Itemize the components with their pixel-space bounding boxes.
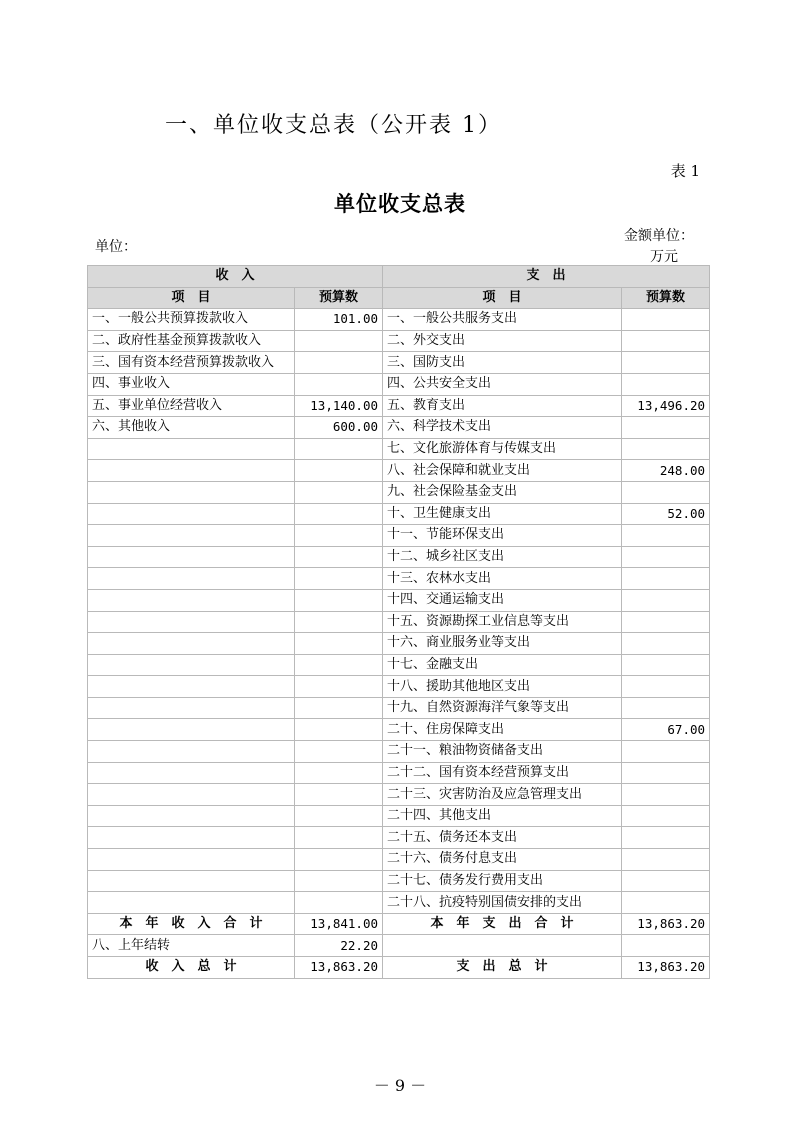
expense-budget-cell: 67.00 xyxy=(622,719,710,741)
table-row xyxy=(88,805,710,827)
expense-budget-cell xyxy=(622,309,710,331)
expense-budget-cell xyxy=(622,849,710,871)
income-item-cell: 五、事业单位经营收入 xyxy=(88,395,295,417)
income-item-cell xyxy=(88,784,295,806)
table-row xyxy=(88,546,710,568)
income-item-cell xyxy=(88,676,295,698)
table-row xyxy=(88,870,710,892)
table-row xyxy=(88,309,710,331)
income-budget-cell xyxy=(295,805,383,827)
income-budget-cell xyxy=(295,373,383,395)
expense-budget-cell xyxy=(622,589,710,611)
expense-budget-cell xyxy=(622,373,710,395)
expense-budget-header: 预算数 xyxy=(622,287,710,309)
table-row xyxy=(88,352,710,374)
year-expense-total-value: 13,863.20 xyxy=(622,913,710,935)
expense-item-cell: 三、国防支出 xyxy=(383,352,622,374)
expense-item-header: 项 目 xyxy=(383,287,622,309)
carry-over-empty xyxy=(383,935,622,957)
table-row xyxy=(88,503,710,525)
income-budget-cell xyxy=(295,870,383,892)
income-item-cell xyxy=(88,762,295,784)
expense-budget-cell xyxy=(622,870,710,892)
income-item-cell xyxy=(88,481,295,503)
income-item-cell: 二、政府性基金预算拨款收入 xyxy=(88,330,295,352)
expense-item-cell: 二十二、国有资本经营预算支出 xyxy=(383,762,622,784)
income-item-cell xyxy=(88,503,295,525)
year-total-row xyxy=(88,913,710,935)
amount-unit xyxy=(624,226,694,268)
income-item-cell: 四、事业收入 xyxy=(88,373,295,395)
grand-total-row xyxy=(88,957,710,979)
income-header: 收 入 xyxy=(88,266,383,288)
unit-label: 单位： xyxy=(95,239,137,255)
section-heading: 一、单位收支总表（公开表 1） xyxy=(165,113,502,138)
expense-item-cell: 五、教育支出 xyxy=(383,395,622,417)
table-row xyxy=(88,525,710,547)
table-row xyxy=(88,373,710,395)
table-row xyxy=(88,741,710,763)
income-budget-cell xyxy=(295,546,383,568)
table-row xyxy=(88,849,710,871)
table-body xyxy=(88,309,710,914)
expense-item-cell: 十七、金融支出 xyxy=(383,654,622,676)
table-row xyxy=(88,417,710,439)
expense-item-cell: 七、文化旅游体育与传媒支出 xyxy=(383,438,622,460)
year-expense-total-label: 本 年 支 出 合 计 xyxy=(383,913,622,935)
income-item-cell xyxy=(88,805,295,827)
table-row xyxy=(88,654,710,676)
carry-over-row xyxy=(88,935,710,957)
expense-item-cell: 二十六、债务付息支出 xyxy=(383,849,622,871)
income-budget-cell xyxy=(295,741,383,763)
income-item-cell xyxy=(88,611,295,633)
expense-budget-cell xyxy=(622,546,710,568)
expense-item-cell: 十三、农林水支出 xyxy=(383,568,622,590)
income-budget-cell: 101.00 xyxy=(295,309,383,331)
income-budget-cell xyxy=(295,676,383,698)
expense-item-cell: 十五、资源勘探工业信息等支出 xyxy=(383,611,622,633)
expense-item-cell: 二十四、其他支出 xyxy=(383,805,622,827)
income-item-cell xyxy=(88,633,295,655)
income-budget-cell xyxy=(295,762,383,784)
expense-item-cell: 十四、交通运输支出 xyxy=(383,589,622,611)
income-item-cell xyxy=(88,589,295,611)
table-column-header xyxy=(88,287,710,309)
expense-item-cell: 二十五、债务还本支出 xyxy=(383,827,622,849)
table-row xyxy=(88,568,710,590)
expense-item-cell: 一、一般公共服务支出 xyxy=(383,309,622,331)
expense-grand-total-value: 13,863.20 xyxy=(622,957,710,979)
table-row xyxy=(88,395,710,417)
table-number: 表 1 xyxy=(670,162,700,180)
expense-item-cell: 九、社会保险基金支出 xyxy=(383,481,622,503)
income-item-cell xyxy=(88,438,295,460)
expense-budget-cell xyxy=(622,525,710,547)
income-budget-cell xyxy=(295,460,383,482)
expense-item-cell: 十九、自然资源海洋气象等支出 xyxy=(383,697,622,719)
income-budget-cell xyxy=(295,525,383,547)
table-row xyxy=(88,892,710,914)
income-item-cell xyxy=(88,697,295,719)
expense-item-cell: 二十三、灾害防治及应急管理支出 xyxy=(383,784,622,806)
income-budget-cell xyxy=(295,589,383,611)
carry-over-value: 22.20 xyxy=(295,935,383,957)
table-row xyxy=(88,719,710,741)
expense-budget-cell xyxy=(622,438,710,460)
table-title: 单位收支总表 xyxy=(334,191,466,216)
income-grand-total-value: 13,863.20 xyxy=(295,957,383,979)
expense-budget-cell xyxy=(622,611,710,633)
table-row xyxy=(88,611,710,633)
expense-budget-cell: 248.00 xyxy=(622,460,710,482)
table-row xyxy=(88,676,710,698)
year-income-total-value: 13,841.00 xyxy=(295,913,383,935)
expense-budget-cell xyxy=(622,697,710,719)
expense-item-cell: 二十一、粮油物资储备支出 xyxy=(383,741,622,763)
expense-item-cell: 十八、援助其他地区支出 xyxy=(383,676,622,698)
income-budget-cell xyxy=(295,633,383,655)
expense-budget-cell xyxy=(622,676,710,698)
expense-header: 支 出 xyxy=(383,266,710,288)
expense-budget-cell xyxy=(622,352,710,374)
income-item-cell xyxy=(88,568,295,590)
income-item-cell xyxy=(88,719,295,741)
table-row xyxy=(88,460,710,482)
expense-budget-cell xyxy=(622,330,710,352)
year-income-total-label: 本 年 收 入 合 计 xyxy=(88,913,295,935)
income-item-cell: 一、一般公共预算拨款收入 xyxy=(88,309,295,331)
expense-budget-cell xyxy=(622,568,710,590)
table-row xyxy=(88,633,710,655)
income-item-cell xyxy=(88,741,295,763)
expense-budget-cell xyxy=(622,762,710,784)
income-budget-cell xyxy=(295,697,383,719)
amount-unit-label: 金额单位： xyxy=(624,228,694,244)
income-grand-total-label: 收 入 总 计 xyxy=(88,957,295,979)
table-row xyxy=(88,827,710,849)
expense-item-cell: 二十八、抗疫特别国债安排的支出 xyxy=(383,892,622,914)
income-item-cell xyxy=(88,827,295,849)
income-budget-cell xyxy=(295,568,383,590)
expense-item-cell: 二十、住房保障支出 xyxy=(383,719,622,741)
expense-item-cell: 十一、节能环保支出 xyxy=(383,525,622,547)
expense-item-cell: 六、科学技术支出 xyxy=(383,417,622,439)
income-budget-cell xyxy=(295,719,383,741)
expense-budget-cell xyxy=(622,654,710,676)
income-budget-cell xyxy=(295,481,383,503)
expense-item-cell: 二、外交支出 xyxy=(383,330,622,352)
table-row xyxy=(88,762,710,784)
income-item-cell xyxy=(88,525,295,547)
carry-over-empty xyxy=(622,935,710,957)
expense-budget-cell: 52.00 xyxy=(622,503,710,525)
expense-item-cell: 十六、商业服务业等支出 xyxy=(383,633,622,655)
income-item-cell xyxy=(88,654,295,676)
expense-budget-cell xyxy=(622,417,710,439)
expense-budget-cell xyxy=(622,805,710,827)
income-budget-cell xyxy=(295,352,383,374)
expense-item-cell: 八、社会保障和就业支出 xyxy=(383,460,622,482)
expense-budget-cell: 13,496.20 xyxy=(622,395,710,417)
table-row xyxy=(88,697,710,719)
expense-item-cell: 十、卫生健康支出 xyxy=(383,503,622,525)
page-number: － 9 － xyxy=(373,1076,427,1095)
income-budget-cell xyxy=(295,438,383,460)
expense-item-cell: 二十七、债务发行费用支出 xyxy=(383,870,622,892)
amount-unit-value: 万元 xyxy=(650,249,678,265)
income-item-cell xyxy=(88,892,295,914)
expense-budget-cell xyxy=(622,741,710,763)
income-budget-cell xyxy=(295,654,383,676)
income-budget-cell xyxy=(295,784,383,806)
income-budget-cell: 600.00 xyxy=(295,417,383,439)
budget-summary-table xyxy=(87,265,710,979)
carry-over-label: 八、上年结转 xyxy=(88,935,295,957)
table-row xyxy=(88,784,710,806)
table-row xyxy=(88,589,710,611)
expense-grand-total-label: 支 出 总 计 xyxy=(383,957,622,979)
income-budget-header: 预算数 xyxy=(295,287,383,309)
income-item-cell xyxy=(88,870,295,892)
expense-budget-cell xyxy=(622,784,710,806)
expense-item-cell: 四、公共安全支出 xyxy=(383,373,622,395)
income-item-cell: 三、国有资本经营预算拨款收入 xyxy=(88,352,295,374)
expense-budget-cell xyxy=(622,633,710,655)
income-budget-cell xyxy=(295,611,383,633)
income-budget-cell xyxy=(295,827,383,849)
expense-item-cell: 十二、城乡社区支出 xyxy=(383,546,622,568)
income-item-header: 项 目 xyxy=(88,287,295,309)
income-budget-cell xyxy=(295,892,383,914)
expense-budget-cell xyxy=(622,827,710,849)
table-row xyxy=(88,481,710,503)
table-row xyxy=(88,438,710,460)
income-budget-cell xyxy=(295,849,383,871)
table-row xyxy=(88,330,710,352)
income-item-cell xyxy=(88,849,295,871)
income-item-cell xyxy=(88,460,295,482)
income-budget-cell xyxy=(295,503,383,525)
income-budget-cell xyxy=(295,330,383,352)
income-budget-cell: 13,140.00 xyxy=(295,395,383,417)
income-item-cell xyxy=(88,546,295,568)
income-item-cell: 六、其他收入 xyxy=(88,417,295,439)
expense-budget-cell xyxy=(622,481,710,503)
expense-budget-cell xyxy=(622,892,710,914)
table-group-header xyxy=(88,266,710,288)
